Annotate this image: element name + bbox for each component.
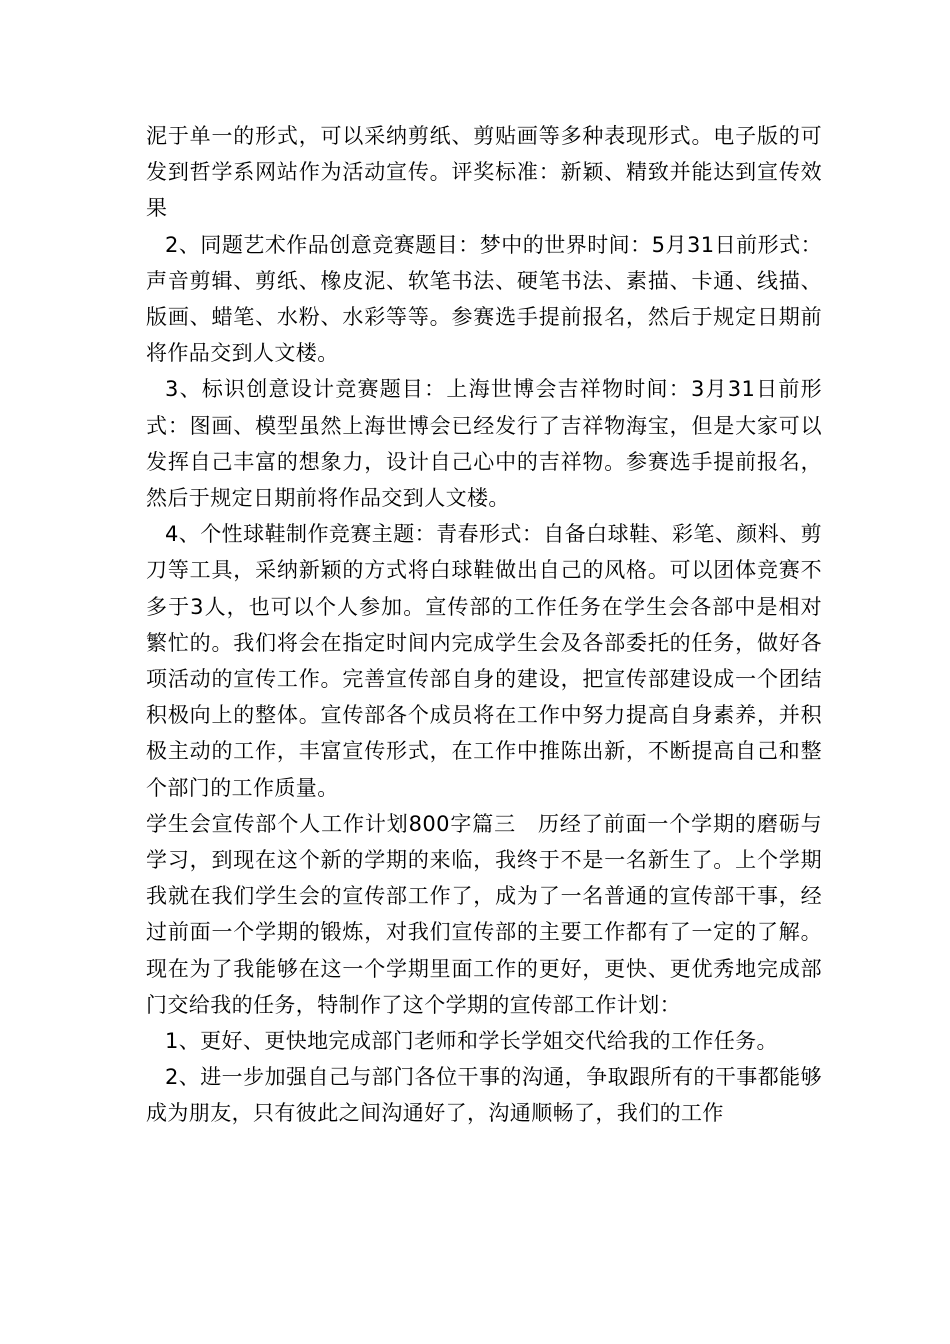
paragraph-section-three: 学生会宣传部个人工作计划800字篇三 历经了前面一个学期的磨砺与学习，到现在这个新的学期的来临，我终于不是一名新生了。上个学期我就在我们学生会的宣传部工作了，成为了一名普通的宣传部干事，经过前面一个学期的锻炼，对我们宣传部的主要工作都有了一定的了解。现在为了我能够在这一个学期里面工作的更好，更快、更优秀地完成部门交给我的任务，特制作了这个学期的宣传部工作计划： (146, 811, 822, 1017)
paragraph-item-3-logo-contest: 3、标识创意设计竞赛题目：上海世博会吉祥物时间：3月31日前形式：图画、模型虽然上海世博会已经发行了吉祥物海宝，但是大家可以发挥自己丰富的想象力，设计自己心中的吉祥物。参赛选手提前报名，然后于规定日期前将作品交到人文楼。 (146, 377, 822, 511)
paragraph-plan-item-1: 1、更好、更快地完成部门老师和学长学姐交代给我的工作任务。 (165, 1029, 778, 1054)
paragraph-item-2-art-contest: 2、同题艺术作品创意竞赛题目：梦中的世界时间：5月31日前形式：声音剪辑、剪纸、橡皮泥、软笔书法、硬笔书法、素描、卡通、线描、版画、蜡笔、水粉、水彩等等。参赛选手提前报名，然后于规定日期前将作品交到人文楼。 (146, 232, 822, 366)
paragraph-plan-item-2: 2、进一步加强自己与部门各位干事的沟通，争取跟所有的干事都能够成为朋友，只有彼此之间沟通好了，沟通顺畅了，我们的工作 (146, 1065, 822, 1126)
document-body (146, 118, 822, 1132)
paragraph-continuation: 泥于单一的形式，可以采纳剪纸、剪贴画等多种表现形式。电子版的可发到哲学系网站作为活动宣传。评奖标准：新颖、精致并能达到宣传效果 (146, 124, 822, 221)
paragraph-item-4-shoe-contest: 4、个性球鞋制作竞赛主题：青春形式：自备白球鞋、彩笔、颜料、剪刀等工具，采纳新颖的方式将白球鞋做出自己的风格。可以团体竞赛不多于3人，也可以个人参加。宣传部的工作任务在学生会各部中是相对繁忙的。我们将会在指定时间内完成学生会及各部委托的任务，做好各项活动的宣传工作。完善宣传部自身的建设，把宣传部建设成一个团结积极向上的整体。宣传部各个成员将在工作中努力提高自身素养，并积极主动的工作，丰富宣传形式，在工作中推陈出新，不断提高自己和整个部门的工作质量。 (146, 522, 822, 800)
